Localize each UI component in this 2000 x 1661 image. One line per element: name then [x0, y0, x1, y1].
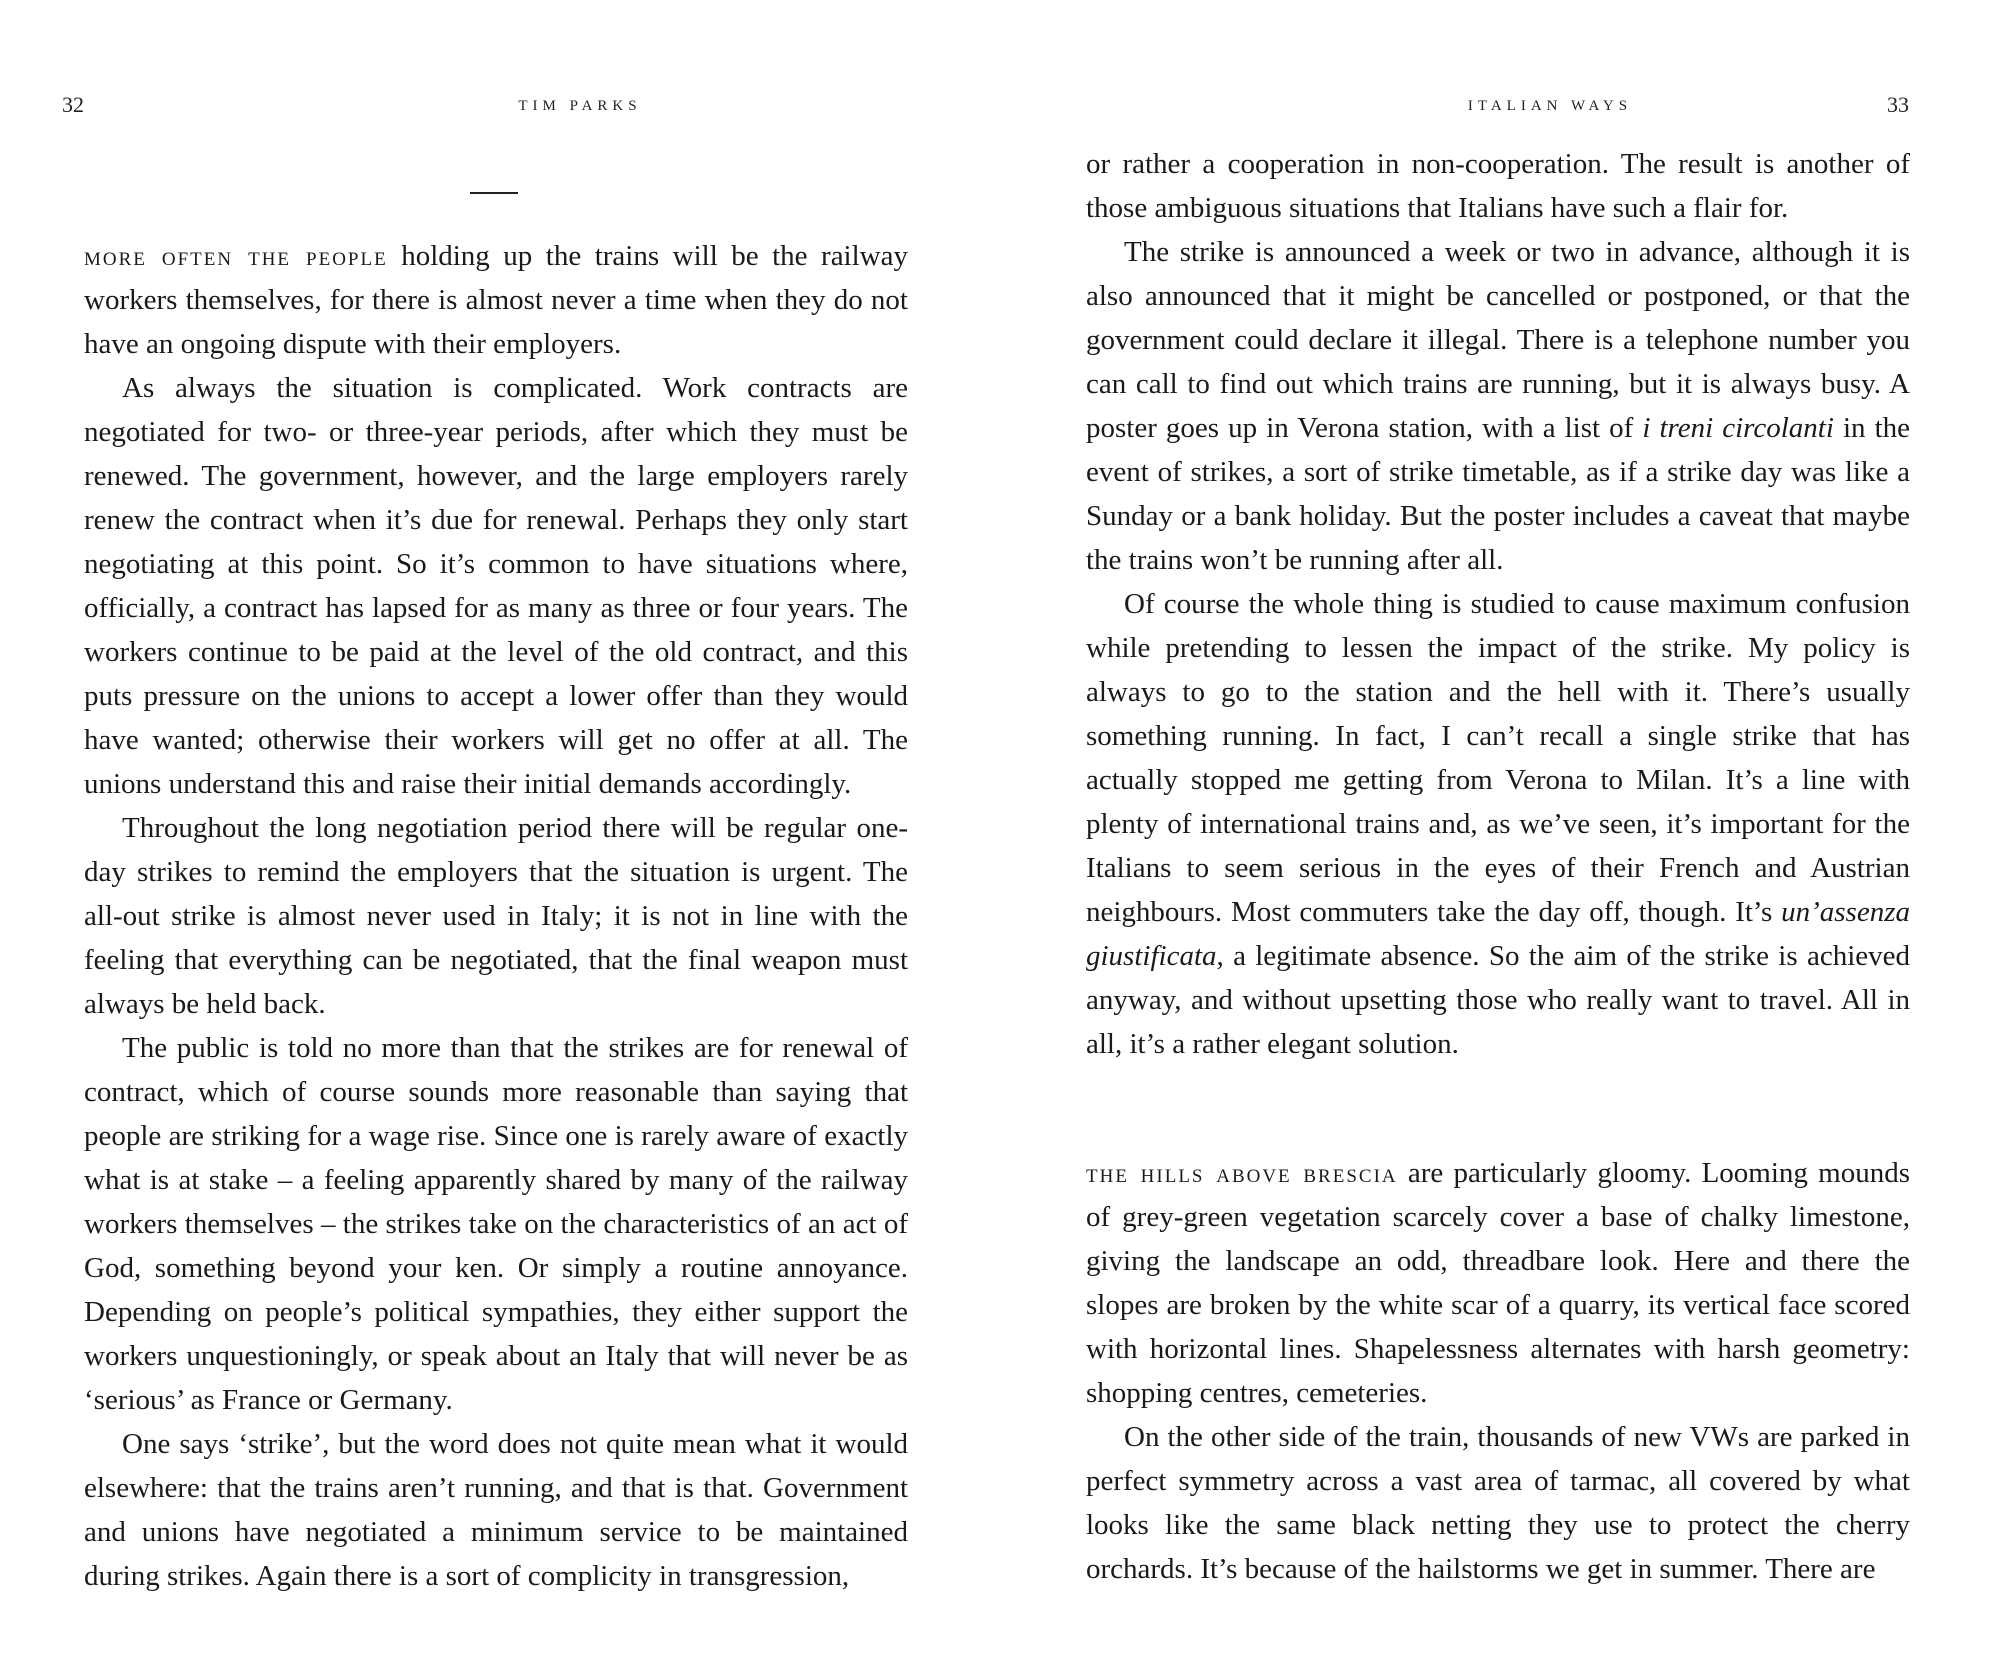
paragraph — [84, 366, 908, 806]
body-text-new-section — [1086, 1151, 1910, 1591]
running-head-title: ITALIAN WAYS — [1467, 98, 1633, 114]
paragraph — [1086, 1151, 1910, 1415]
paragraph — [84, 1422, 908, 1598]
paragraph-text: One says ‘strike’, but the word does not quite mean what it would elsewhere: that the trains aren’t running, and that is that. Government and unions have negotiated a minimum service to be maintained during strikes. Again there is a sort of complicity in transgression, — [84, 1428, 908, 1592]
paragraph — [84, 1026, 908, 1422]
paragraph — [1086, 1415, 1910, 1591]
italic-phrase: i treni circolanti — [1642, 412, 1834, 444]
section-break-rule — [470, 192, 518, 194]
paragraph-text: Of course the whole thing is studied to cause maximum confusion while pretending to lessen the impact of the strike. My policy is always to go to the station and the hell with it. There’s usually something running. In fact, I can’t recall a single strike that has actually stopped me getting from Verona to Milan. It’s a line with plenty of international trains and, as we’ve seen, it’s important for the Italians to seem serious in the eyes of their French and Austrian neighbours. Most commuters take the day off, though. It’s — [1086, 588, 1910, 928]
paragraph — [1086, 582, 1910, 1066]
paragraph-text: Throughout the long negotiation period there will be regular one-day strikes to remind the employers that the situation is urgent. The all-out strike is almost never used in Italy; it is not in line with the feeling that everything can be negotiated, that the final weapon must always be held back. — [84, 812, 908, 1020]
paragraph-text: On the other side of the train, thousands of new VWs are parked in perfect symmetry across a vast area of tarmac, all covered by what looks like the same black netting they use to protect the cherry orchards. It’s because of the hailstorms we get in summer. There are — [1086, 1421, 1910, 1585]
paragraph-text: in the event of strikes, a sort of strike timetable, as if a strike day was like a Sunday or a bank holiday. But the poster includes a caveat that maybe the trains won’t be running after all. — [1086, 412, 1910, 576]
right-page — [1000, 0, 2000, 1661]
paragraph-text: or rather a cooperation in non-cooperation. The result is another of those ambiguous situations that Italians have such a flair for. — [1086, 148, 1910, 224]
paragraph-text: holding up the trains will be the railway workers themselves, for there is almost never a time when they do not have an ongoing dispute with their employers. — [84, 240, 908, 360]
section-lead-in: the hills above brescia — [1086, 1158, 1398, 1188]
paragraph-text: The strike is announced a week or two in advance, although it is also announced that it might be cancelled or postponed, or that the government could declare it illegal. There is a telephone number you can call to find out which trains are running, but it is always busy. A poster goes up in Verona station, with a list of — [1086, 236, 1910, 444]
page-number: 33 — [1887, 92, 1909, 117]
paragraph — [84, 806, 908, 1026]
page-number: 32 — [62, 92, 84, 117]
paragraph — [84, 234, 908, 366]
paragraph-text: , a legitimate absence. So the aim of the strike is achieved anyway, and without upsetting those who really want to travel. All in all, it’s a rather elegant solution. — [1086, 940, 1910, 1060]
body-text — [1086, 142, 1910, 1066]
running-head-author: TIM PARKS — [518, 98, 642, 114]
body-text — [84, 234, 908, 1598]
paragraph-text: The public is told no more than that the strikes are for renewal of contract, which of course sounds more reasonable than saying that people are striking for a wage rise. Since one is rarely aware of exactly what is at stake – a feeling apparently shared by many of the railway workers themselves – the strikes take on the characteristics of an act of God, something beyond your ken. Or simply a routine annoyance. Depending on people’s political sympathies, they either support the workers unquestioningly, or speak about an Italy that will never be as ‘serious’ as France or Germany. — [84, 1032, 908, 1416]
paragraph — [1086, 230, 1910, 582]
italic-phrase: un’assenza giustificata — [1086, 896, 1910, 972]
paragraph-text: are particularly gloomy. Looming mounds of grey-green vegetation scarcely cover a base of chalky limestone, giving the landscape an odd, threadbare look. Here and there the slopes are broken by the white scar of a quarry, its vertical face scored with horizontal lines. Shapelessness alternates with harsh geometry: shopping centres, cemeteries. — [1086, 1157, 1910, 1409]
paragraph-text: As always the situation is complicated. Work contracts are negotiated for two- or three-year periods, after which they must be renewed. The government, however, and the large employers rarely renew the contract when it’s due for renewal. Perhaps they only start negotiating at this point. So it’s common to have situations where, officially, a contract has lapsed for as many as three or four years. The workers continue to be paid at the level of the old contract, and this puts pressure on the unions to accept a lower offer than they would have wanted; otherwise their workers will get no offer at all. The unions understand this and raise their initial demands accordingly. — [84, 372, 908, 800]
paragraph — [1086, 142, 1910, 230]
section-lead-in: more often the people — [84, 241, 388, 271]
